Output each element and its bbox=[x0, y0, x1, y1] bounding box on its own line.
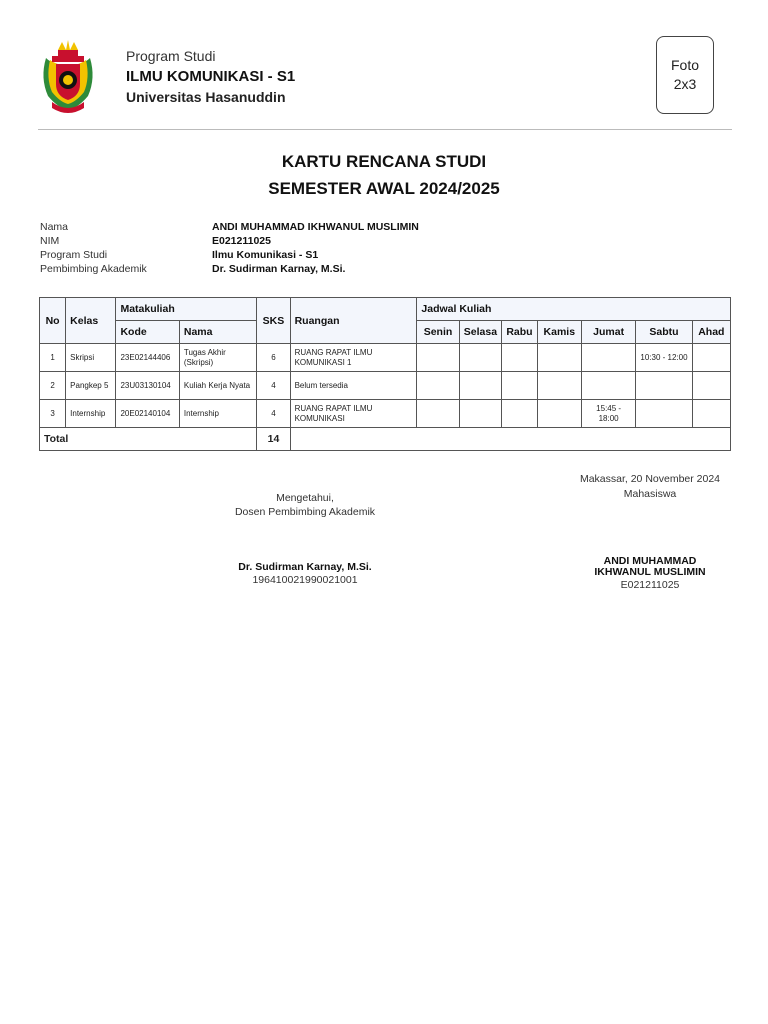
photo-size: 2x3 bbox=[673, 76, 697, 92]
info-label: Pembimbing Akademik bbox=[40, 263, 147, 275]
advisor-nip: 196410021990021001 bbox=[252, 574, 358, 586]
page-subtitle: SEMESTER AWAL 2024/2025 bbox=[268, 179, 500, 198]
table-row bbox=[40, 400, 731, 428]
cell-kelas: Internship bbox=[66, 400, 116, 428]
table-row bbox=[40, 372, 731, 400]
info-label: Nama bbox=[40, 221, 69, 233]
col-nama: Nama bbox=[179, 321, 257, 344]
cell-ruangan: Belum tersedia bbox=[290, 372, 417, 400]
col-matakuliah: Matakuliah bbox=[116, 298, 257, 321]
cell-no: 2 bbox=[40, 372, 66, 400]
cell-nama: Tugas Akhir (Skripsi) bbox=[179, 344, 257, 372]
student-name-line1: ANDI MUHAMMAD bbox=[603, 555, 697, 567]
cell-no: 1 bbox=[40, 344, 66, 372]
cell-selasa bbox=[459, 344, 502, 372]
cell-nama: Internship bbox=[179, 400, 257, 428]
cell-jumat bbox=[581, 344, 635, 372]
col-ruangan: Ruangan bbox=[290, 298, 417, 344]
col-no: No bbox=[40, 298, 66, 344]
cell-nama: Kuliah Kerja Nyata bbox=[179, 372, 257, 400]
cell-rabu bbox=[502, 372, 537, 400]
info-value: ANDI MUHAMMAD IKHWANUL MUSLIMIN bbox=[212, 221, 419, 233]
cell-senin bbox=[417, 344, 459, 372]
cell-kode: 20E02140104 bbox=[116, 400, 179, 428]
cell-rabu bbox=[502, 344, 537, 372]
cell-ruangan: RUANG RAPAT ILMU KOMUNIKASI 1 bbox=[290, 344, 417, 372]
cell-senin bbox=[417, 400, 459, 428]
cell-sabtu: 10:30 - 12:00 bbox=[636, 344, 692, 372]
university-name: Universitas Hasanuddin bbox=[126, 89, 286, 105]
photo-placeholder bbox=[656, 36, 714, 114]
info-value: Dr. Sudirman Karnay, M.Si. bbox=[212, 263, 346, 275]
student-nim: E021211025 bbox=[620, 579, 680, 591]
cell-no: 3 bbox=[40, 400, 66, 428]
col-sabtu: Sabtu bbox=[636, 321, 692, 344]
col-jadwal: Jadwal Kuliah bbox=[417, 298, 731, 321]
table-row bbox=[40, 344, 731, 372]
col-selasa: Selasa bbox=[459, 321, 502, 344]
prodi-name: ILMU KOMUNIKASI - S1 bbox=[126, 68, 296, 85]
cell-kamis bbox=[537, 372, 581, 400]
info-label: NIM bbox=[40, 235, 60, 247]
advisor-name: Dr. Sudirman Karnay, M.Si. bbox=[238, 561, 372, 573]
cell-ahad bbox=[692, 344, 730, 372]
cell-kamis bbox=[537, 400, 581, 428]
info-value: Ilmu Komunikasi - S1 bbox=[212, 249, 319, 261]
cell-jumat bbox=[581, 372, 635, 400]
advisor-acknowledge: Mengetahui, bbox=[276, 492, 334, 504]
student-role: Mahasiswa bbox=[623, 488, 677, 500]
prodi-label: Program Studi bbox=[126, 48, 216, 64]
info-label: Program Studi bbox=[40, 249, 108, 261]
cell-kode: 23U03130104 bbox=[116, 372, 179, 400]
table-total-row bbox=[40, 428, 731, 451]
info-value: E021211025 bbox=[212, 235, 271, 247]
cell-kamis bbox=[537, 344, 581, 372]
total-empty bbox=[290, 428, 730, 451]
cell-kelas: Skripsi bbox=[66, 344, 116, 372]
cell-sabtu bbox=[636, 372, 692, 400]
cell-kode: 23E02144406 bbox=[116, 344, 179, 372]
krs-table bbox=[39, 297, 731, 451]
document-header bbox=[38, 38, 732, 128]
place-date: Makassar, 20 November 2024 bbox=[579, 473, 721, 485]
cell-ahad bbox=[692, 400, 730, 428]
page-title: KARTU RENCANA STUDI bbox=[281, 152, 487, 171]
col-kamis: Kamis bbox=[537, 321, 581, 344]
cell-kelas: Pangkep 5 bbox=[66, 372, 116, 400]
col-sks: SKS bbox=[257, 298, 290, 344]
unhas-logo-icon bbox=[38, 38, 98, 114]
table-header-row bbox=[40, 298, 731, 321]
total-sks: 14 bbox=[257, 428, 290, 451]
cell-ahad bbox=[692, 372, 730, 400]
cell-selasa bbox=[459, 372, 502, 400]
student-name-line2: IKHWANUL MUSLIMIN bbox=[594, 566, 706, 578]
cell-sks: 4 bbox=[257, 400, 290, 428]
photo-label: Foto bbox=[670, 57, 699, 73]
col-kelas: Kelas bbox=[66, 298, 116, 344]
col-rabu: Rabu bbox=[502, 321, 537, 344]
cell-rabu bbox=[502, 400, 537, 428]
cell-jumat: 15:45 - 18:00 bbox=[581, 400, 635, 428]
cell-sks: 6 bbox=[257, 344, 290, 372]
total-label: Total bbox=[40, 428, 257, 451]
cell-senin bbox=[417, 372, 459, 400]
col-jumat: Jumat bbox=[581, 321, 635, 344]
cell-ruangan: RUANG RAPAT ILMU KOMUNIKASI bbox=[290, 400, 417, 428]
col-senin: Senin bbox=[417, 321, 459, 344]
header-divider bbox=[38, 129, 732, 130]
cell-selasa bbox=[459, 400, 502, 428]
cell-sks: 4 bbox=[257, 372, 290, 400]
col-kode: Kode bbox=[116, 321, 179, 344]
advisor-role: Dosen Pembimbing Akademik bbox=[234, 506, 376, 518]
col-ahad: Ahad bbox=[692, 321, 730, 344]
cell-sabtu bbox=[636, 400, 692, 428]
